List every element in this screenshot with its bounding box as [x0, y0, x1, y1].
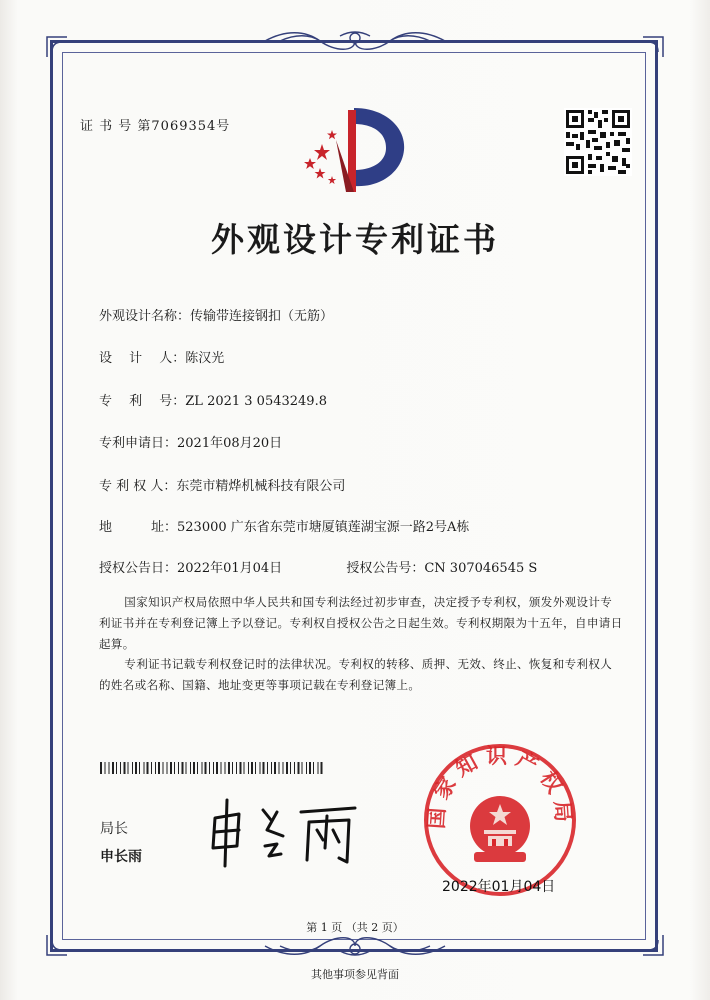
legal-status-paragraph: 专利证书记载专利权登记时的法律状况。专利权的转移、质押、无效、终止、恢复和专利权人的姓名或名称、国籍、地址变更等事项记载在专利登记簿上。 — [99, 657, 613, 692]
grant-statement-paragraph: 国家知识产权局依照中华人民共和国专利法经过初步审查，决定授予专利权，颁发外观设计专利证书并在专利登记簿上予以登记。专利权自授权公告之日起生效。专利权期限为十五年，自申请日起算。 — [99, 595, 623, 651]
grant-number-value: CN 307046545 S — [424, 561, 538, 576]
field-patentee — [99, 475, 345, 494]
certificate-number: 证 书 号 第7069354号 — [80, 119, 231, 134]
field-grant-info — [99, 557, 537, 576]
grant-number-label: 授权公告号： — [346, 561, 425, 576]
field-address — [99, 516, 469, 535]
grant-date-label: 授权公告日： — [99, 561, 178, 576]
director-name: 申长雨 — [100, 849, 142, 865]
corner-ornament-bottom-right — [640, 932, 666, 958]
seal-date: 2022年01月04日 — [442, 879, 556, 895]
director-title: 局长 — [100, 821, 128, 837]
grant-date-value: 2022年01月04日 — [177, 561, 283, 576]
corner-ornament-top-right — [640, 34, 666, 60]
field-label: 专 利 号： — [99, 394, 186, 409]
field-label: 专利申请日： — [99, 436, 178, 451]
top-ornament — [260, 30, 450, 52]
patent-office-emblem-icon — [296, 100, 414, 200]
field-patent-number — [99, 390, 327, 409]
qr-code — [564, 108, 632, 176]
svg-text:国家知识产权局: 国家知识产权局 — [424, 744, 576, 830]
field-value: 2021年08月20日 — [177, 436, 283, 451]
field-value: 东莞市精烨机械科技有限公司 — [176, 479, 346, 494]
field-label: 设 计 人： — [99, 351, 186, 366]
field-designer — [99, 347, 224, 366]
bottom-ornament — [260, 935, 450, 957]
field-value: 传输带连接钢扣（无筋） — [190, 309, 334, 324]
field-label: 专 利 权 人： — [99, 479, 177, 494]
field-design-name — [99, 305, 333, 324]
corner-ornament-bottom-left — [44, 932, 70, 958]
field-label: 外观设计名称： — [99, 309, 191, 324]
field-label: 地 址： — [99, 520, 178, 535]
footer-note: 其他事项参见背面 — [311, 968, 399, 981]
corner-ornament-top-left — [44, 34, 70, 60]
director-signature — [205, 790, 365, 870]
barcode — [100, 762, 325, 774]
field-value: 陈汉光 — [185, 351, 225, 366]
field-value: ZL 2021 3 0543249.8 — [185, 394, 327, 409]
page-number: 第 1 页 （共 2 页） — [306, 921, 404, 934]
field-value: 523000 广东省东莞市塘厦镇莲湖宝源一路2号A栋 — [177, 520, 470, 535]
document-title: 外观设计专利证书 — [211, 220, 499, 259]
field-application-date — [99, 432, 282, 451]
